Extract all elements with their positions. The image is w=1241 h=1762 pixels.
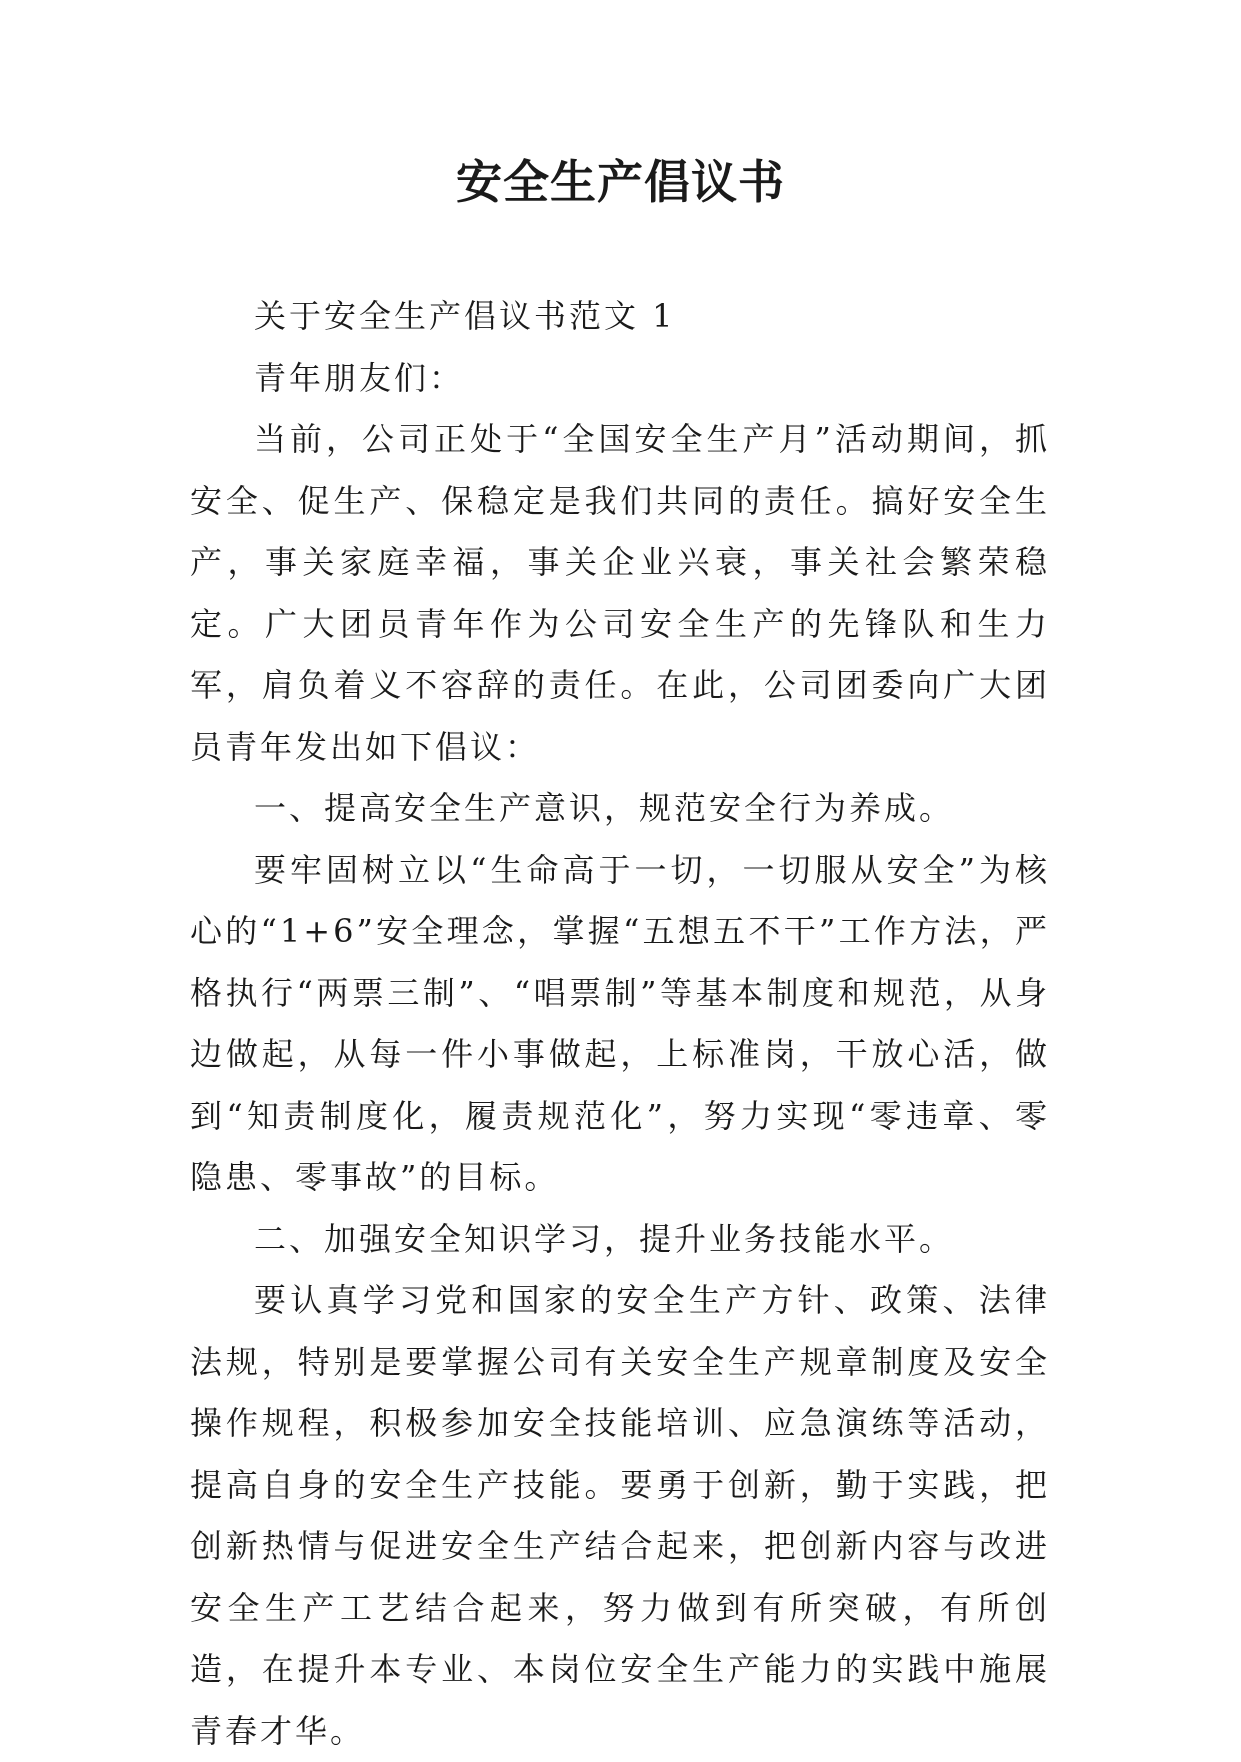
section-body-2: 要认真学习党和国家的安全生产方针、政策、法律法规，特别是要掌握公司有关安全生产规章制度及安全操作规程，积极参加安全技能培训、应急演练等活动，提高自身的安全生产技能。要勇于创新，勤于实践，把创新热情与促进安全生产结合起来，把创新内容与改进安全生产工艺结合起来，努力做到有所突破，有所创造，在提升本专业、本岗位安全生产能力的实践中施展青春才华。 (190, 1281, 1050, 1750)
section-body-1: 要牢固树立以“生命高于一切，一切服从安全”为核心的“1+6”安全理念，掌握“五想五不干”工作方法，严格执行“两票三制”、“唱票制”等基本制度和规范，从身边做起，从每一件小事做起，上标准岗，干放心活，做到“知责制度化，履责规范化”，努力实现“零违章、零隐患、零事故”的目标。 (190, 850, 1050, 1196)
subtitle-paragraph: 关于安全生产倡议书范文 1 (254, 297, 676, 335)
document-body (190, 286, 1050, 1762)
section-heading-1: 一、提高安全生产意识，规范安全行为养成。 (254, 789, 955, 827)
section-heading-2: 二、加强安全知识学习，提升业务技能水平。 (254, 1219, 955, 1258)
salutation-paragraph: 青年朋友们： (254, 358, 465, 397)
intro-paragraph: 当前，公司正处于“全国安全生产月”活动期间，抓安全、促生产、保稳定是我们共同的责任。搞好安全生产，事关家庭幸福，事关企业兴衰，事关社会繁荣稳定。广大团员青年作为公司安全生产的先锋队和生力军，肩负着义不容辞的责任。在此，公司团委向广大团员青年发出如下倡议： (190, 420, 1050, 766)
document-title: 安全生产倡议书 (456, 155, 785, 209)
